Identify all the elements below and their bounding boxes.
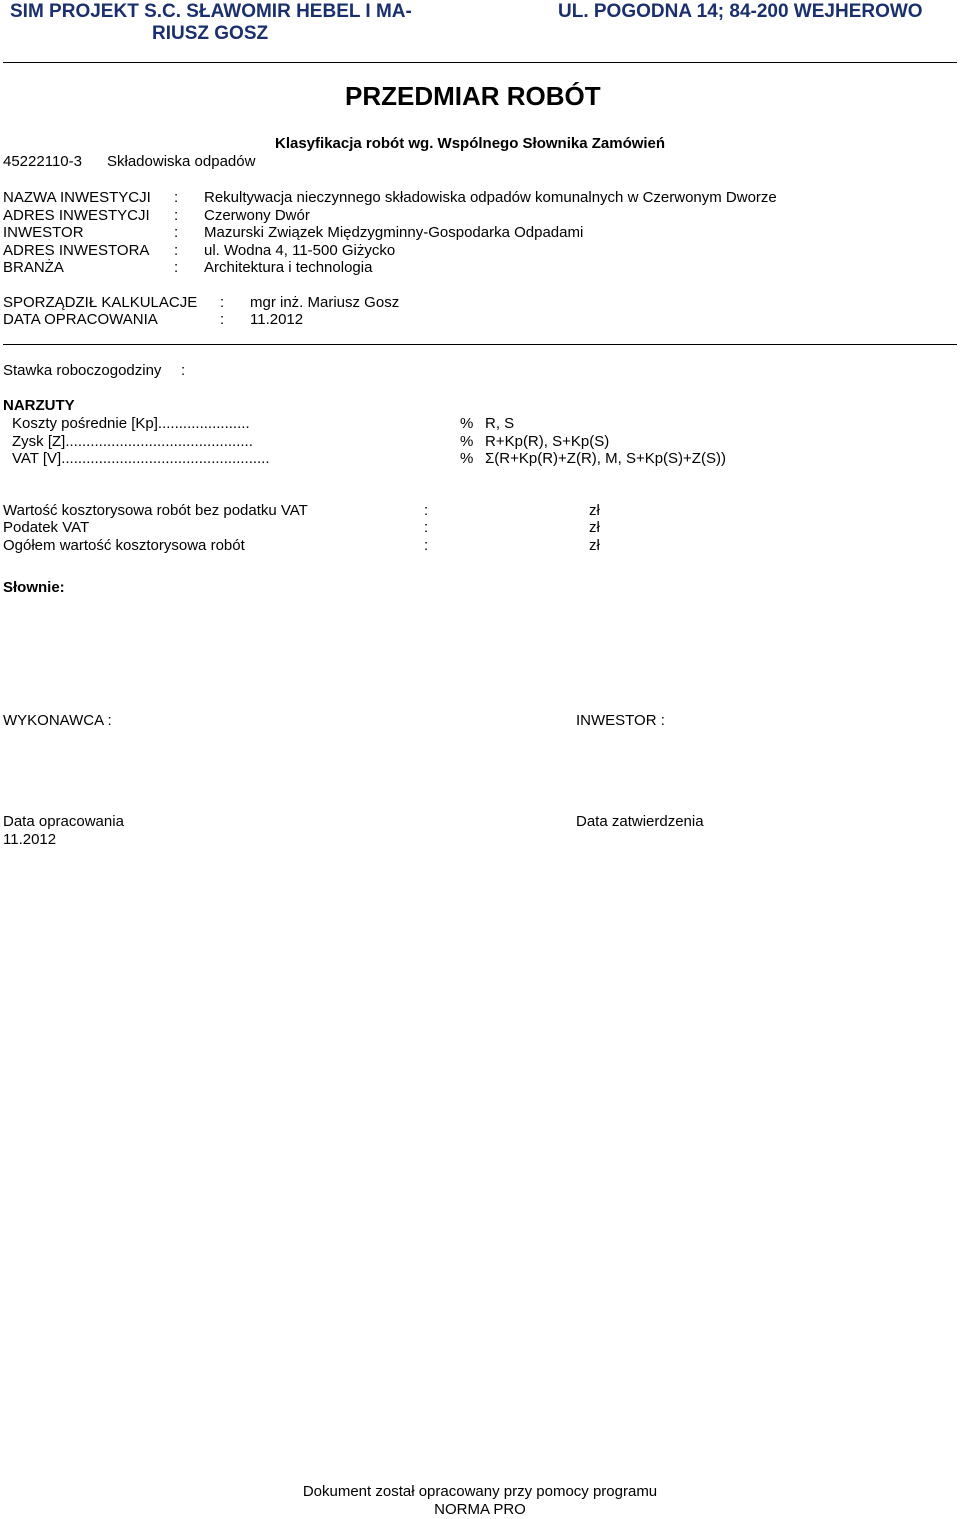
info-label-investment-name: NAZWA INWESTYCJI — [3, 189, 151, 206]
preparation-date-value: 11.2012 — [250, 311, 304, 328]
date-prepared-label: Data opracowania — [3, 813, 124, 830]
prepared-by-value: mgr inż. Mariusz Gosz — [250, 294, 400, 311]
footer-line1: Dokument został opracowany przy pomocy programu — [302, 1483, 658, 1500]
markups-heading: NARZUTY — [3, 397, 75, 414]
markup-unit: % — [460, 450, 474, 467]
markup-unit: % — [460, 433, 474, 450]
markup-label-line — [12, 450, 270, 468]
markup-label: VAT [V] — [12, 450, 62, 467]
classification-description: Składowiska odpadów — [107, 153, 256, 170]
info-value-investment-name: Rekultywacja nieczynnego składowiska odpadów komunalnych w Czerwonym Dworze — [204, 189, 777, 206]
value-currency: zł — [589, 502, 600, 519]
info-label-branch: BRANŻA — [3, 259, 64, 276]
value-colon: : — [424, 537, 429, 554]
value-currency: zł — [589, 519, 600, 536]
investor-signature-label: INWESTOR : — [576, 712, 665, 729]
preparation-date-label: DATA OPRACOWANIA — [3, 311, 158, 328]
markup-base: R, S — [485, 415, 515, 432]
info-colon: : — [174, 242, 179, 259]
markup-label-line — [12, 433, 253, 451]
markup-label: Zysk [Z] — [12, 433, 66, 450]
date-prepared-value: 11.2012 — [3, 831, 57, 848]
info-label-investor-address: ADRES INWESTORA — [3, 242, 150, 259]
words-label: Słownie: — [3, 579, 65, 596]
prepared-by-label: SPORZĄDZIŁ KALKULACJE — [3, 294, 198, 311]
info-colon: : — [174, 224, 179, 241]
info-value-branch: Architektura i technologia — [204, 259, 373, 276]
markup-dots: .................................................. — [61, 450, 270, 467]
info-colon: : — [174, 207, 179, 224]
document-title: PRZEDMIAR ROBÓT — [345, 81, 601, 111]
markup-label: Koszty pośrednie [Kp] — [12, 415, 158, 432]
company-address: UL. POGODNA 14; 84-200 WEJHEROWO — [558, 1, 923, 22]
classification-code: 45222110-3 — [3, 153, 82, 170]
footer-line2: NORMA PRO — [434, 1501, 526, 1518]
markup-base: R+Kp(R), S+Kp(S) — [485, 433, 610, 450]
info-colon: : — [174, 259, 179, 276]
markup-base: Σ(R+Kp(R)+Z(R), M, S+Kp(S)+Z(S)) — [485, 450, 726, 467]
prepared-colon: : — [220, 294, 225, 311]
hourly-rate-label: Stawka roboczogodziny — [3, 362, 162, 379]
info-value-investor-address: ul. Wodna 4, 11-500 Giżycko — [204, 242, 396, 259]
contractor-label: WYKONAWCA : — [3, 712, 112, 729]
markup-dots: ...................... — [157, 415, 250, 432]
company-name-line2: RIUSZ GOSZ — [152, 23, 269, 44]
value-label: Ogółem wartość kosztorysowa robót — [3, 537, 245, 554]
info-colon: : — [174, 189, 179, 206]
info-value-investor: Mazurski Związek Międzygminny-Gospodarka Odpadami — [204, 224, 584, 241]
header-divider — [3, 62, 957, 63]
value-colon: : — [424, 502, 429, 519]
markup-dots: ............................................. — [65, 433, 253, 450]
date-approved-label: Data zatwierdzenia — [576, 813, 704, 830]
prepared-colon: : — [220, 311, 225, 328]
markup-label-line — [12, 415, 250, 433]
value-currency: zł — [589, 537, 600, 554]
value-label: Wartość kosztorysowa robót bez podatku VAT — [3, 502, 308, 519]
info-value-investment-address: Czerwony Dwór — [204, 207, 310, 224]
company-name-line1: SIM PROJEKT S.C. SŁAWOMIR HEBEL I MA- — [10, 1, 412, 22]
classification-caption: Klasyfikacja robót wg. Wspólnego Słownika Zamówień — [275, 135, 666, 152]
info-label-investment-address: ADRES INWESTYCJI — [3, 207, 150, 224]
markup-unit: % — [460, 415, 474, 432]
value-colon: : — [424, 519, 429, 536]
hourly-rate-colon: : — [181, 362, 186, 379]
section-divider — [3, 344, 957, 345]
info-label-investor: INWESTOR — [3, 224, 84, 241]
value-label: Podatek VAT — [3, 519, 90, 536]
